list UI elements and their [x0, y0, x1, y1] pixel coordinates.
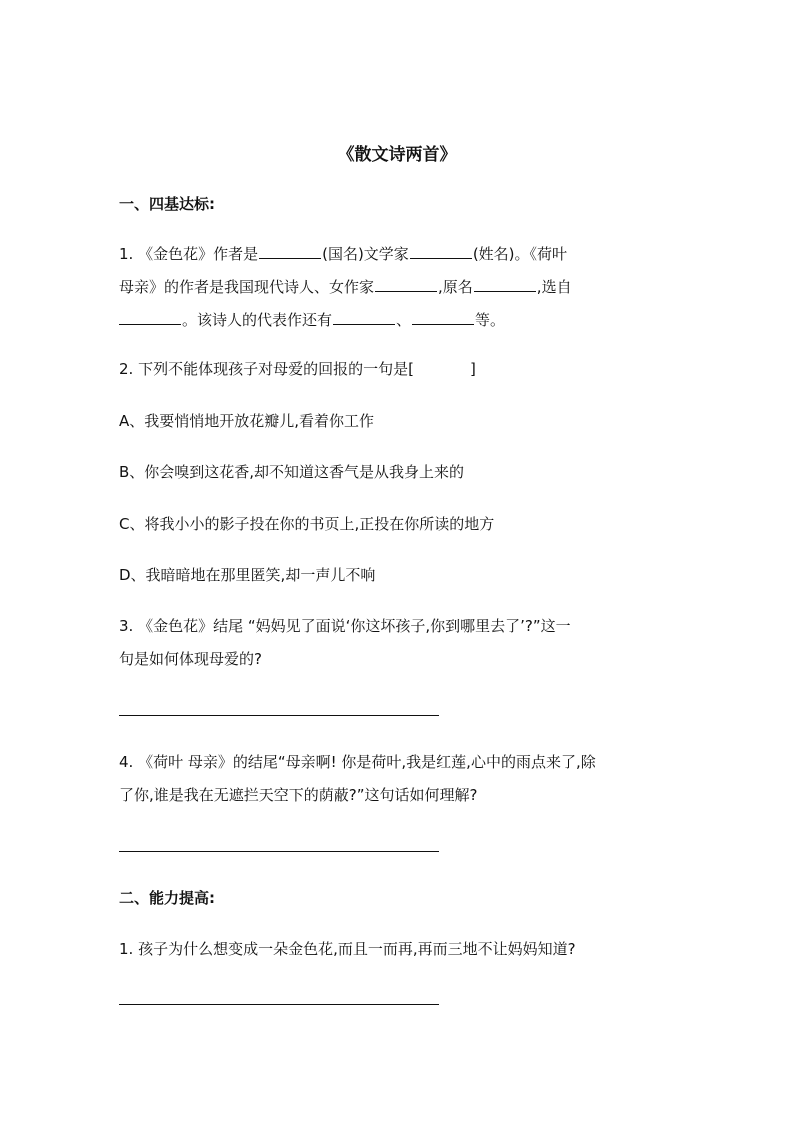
answer-line-s2q1	[119, 1004, 439, 1005]
fill-blank-source	[119, 310, 181, 325]
answer-line-q4	[119, 851, 439, 852]
fill-blank-country	[259, 244, 321, 259]
question-1-line-1: 1. 《金色花》作者是 (国名)文学家 (姓名)。《荷叶	[119, 245, 568, 263]
option-a: A、我要悄悄地开放花瓣儿,看着你工作	[119, 412, 375, 430]
fill-blank-work-2	[412, 310, 474, 325]
question-1-line-2: 母亲》的作者是我国现代诗人、女作家 ,原名 ,选自	[119, 278, 572, 296]
fill-blank-name	[410, 244, 472, 259]
question-3-line-1: 3. 《金色花》结尾 “妈妈见了面说‘你这坏孩子,你到哪里去了’?”这一	[119, 617, 571, 635]
option-b: B、你会嗅到这花香,却不知道这香气是从我身上来的	[119, 463, 465, 481]
section-heading-ability: 二、能力提高:	[119, 889, 215, 907]
question-4-line-1: 4. 《荷叶 母亲》的结尾“母亲啊! 你是荷叶,我是红莲,心中的雨点来了,除	[119, 753, 596, 771]
option-d: D、我暗暗地在那里匿笑,却一声儿不响	[119, 566, 376, 584]
question-1-line-3: 。该诗人的代表作还有 、 等。	[119, 309, 505, 330]
fill-blank-work-1	[333, 310, 395, 325]
answer-line-q3	[119, 715, 439, 716]
question-2-stem: 2. 下列不能体现孩子对母爱的回报的一句是[ ]	[119, 360, 476, 378]
page-title: 《散文诗两首》	[337, 145, 457, 165]
question-3-line-2: 句是如何体现母爱的?	[119, 650, 262, 668]
section-heading-basic: 一、四基达标:	[119, 195, 215, 213]
fill-blank-author	[375, 277, 437, 292]
question-4-line-2: 了你,谁是我在无遮拦天空下的荫蔽?”这句话如何理解?	[119, 786, 478, 804]
option-c: C、将我小小的影子投在你的书页上,正投在你所读的地方	[119, 515, 495, 533]
fill-blank-original-name	[474, 277, 536, 292]
section-2-question-1: 1. 孩子为什么想变成一朵金色花,而且一而再,再而三地不让妈妈知道?	[119, 940, 576, 958]
